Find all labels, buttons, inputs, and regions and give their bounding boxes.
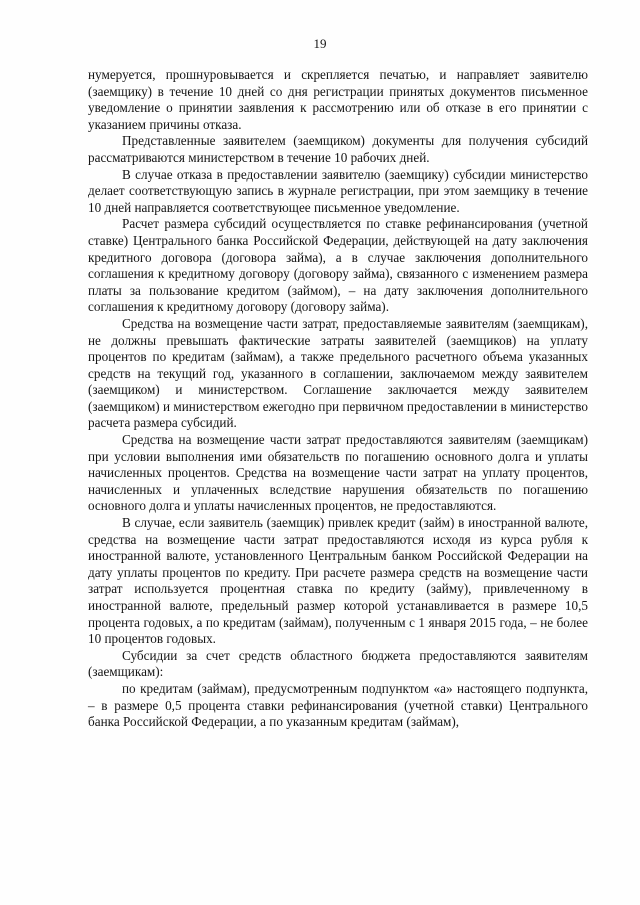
- paragraph-7: В случае, если заявитель (заемщик) привлек кредит (займ) в иностранной валюте, средства на возмещение части затрат предоставляются исходя из курса рубля к иностранной валюте, установленного Центральным банком Российской Федерации на дату уплаты процентов по кредиту. При расчете размера средств на возмещение части затрат используется процентная ставка по кредиту (займу), привлеченному в иностранной валюте, предельный размер которой устанавливается в размере 10,5 процента годовых, а по кредитам (займам), полученным с 1 января 2015 года, – не более 10 процентов годовых.: [88, 515, 588, 647]
- paragraph-3: В случае отказа в предоставлении заявителю (заемщику) субсидии министерство делает соответствующую запись в журнале регистрации, при этом заемщику в течение 10 дней направляется соответствующее письменное уведомление.: [88, 166, 588, 215]
- paragraph-9: по кредитам (займам), предусмотренным подпунктом «а» настоящего подпункта, – в размере 0,5 процента ставки рефинансирования (учетной ставки) Центрального банка Российской Федерации, а по указанным кредитам (займам),: [88, 680, 588, 730]
- paragraph-2: Представленные заявителем (заемщиком) документы для получения субсидий рассматриваются министерством в течение 10 рабочих дней.: [88, 133, 588, 165]
- paragraph-5: Средства на возмещение части затрат, предоставляемые заявителям (заемщикам), не должны превышать фактические затраты заявителей (заемщиков) на уплату процентов по кредитам (займам), а также предельного расчетного объема указанных средств на текущий год, указанного в соглашении, заключаемом между заявителем (заемщиком) и министерством. Соглашение заключается между заявителем (заемщиком) и министерством ежегодно при первичном предоставлении в министерство расчета размера субсидий.: [88, 315, 588, 431]
- document-body: [88, 67, 588, 731]
- paragraph-8: Субсидии за счет средств областного бюджета предоставляются заявителям (заемщикам):: [88, 647, 588, 680]
- page-number: 19: [313, 36, 327, 51]
- paragraph-1: нумеруется, прошнуровывается и скрепляется печатью, и направляет заявителю (заемщику) в течение 10 дней со дня регистрации принятых документов письменное уведомление о принятии заявления к рассмотрению или об отказе в его принятии с указанием причины отказа.: [88, 67, 588, 132]
- paragraph-6: Средства на возмещение части затрат предоставляются заявителям (заемщикам) при условии выполнения ими обязательств по погашению основного долга и уплаты начисленных процентов. Средства на возмещение части затрат на уплату процентов, начисленных и уплаченных вследствие нарушения обязательств по погашению основного долга и уплаты начисленных процентов, не предоставляются.: [88, 432, 588, 514]
- paragraph-4: Расчет размера субсидий осуществляется по ставке рефинансирования (учетной ставке) Центрального банка Российской Федерации, действующей на дату заключения кредитного договора (договора займа), а в случае заключения дополнительного соглашения к кредитному договору (договору займа), связанного с изменением размера платы за пользование кредитом (займом), – на дату заключения дополнительного соглашения к кредитному договору (договору займа).: [88, 216, 588, 315]
